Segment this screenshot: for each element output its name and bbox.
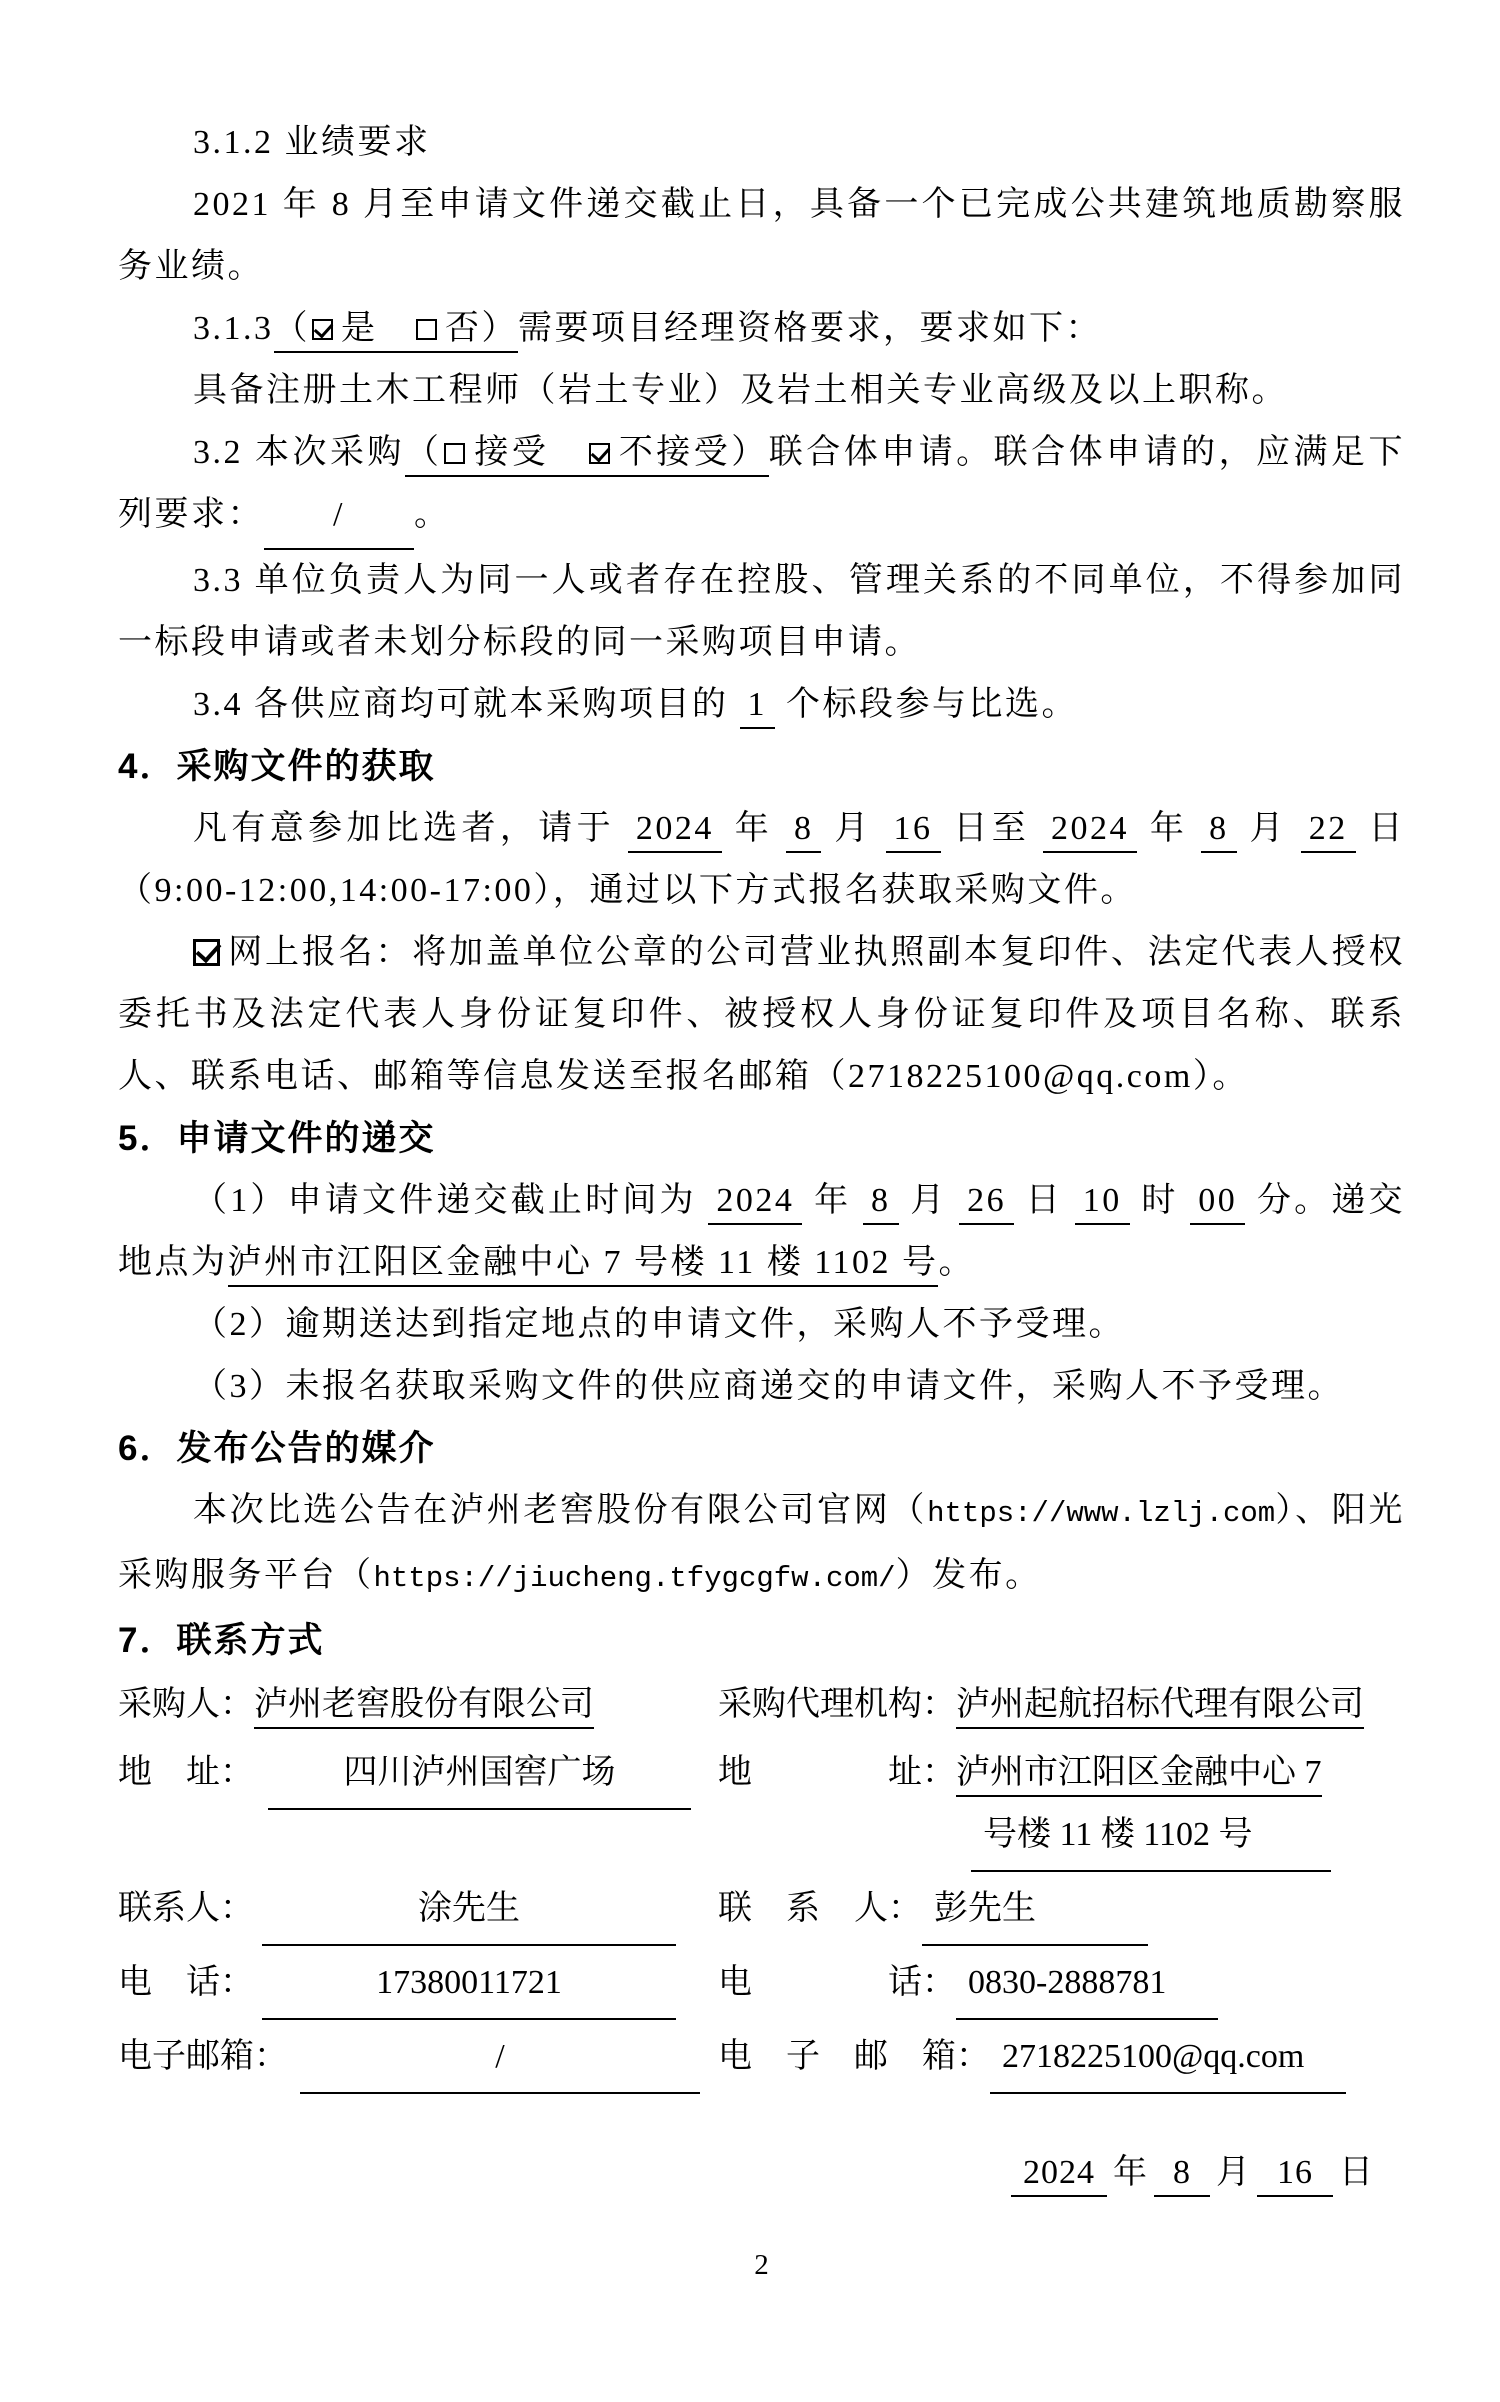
clause-33	[118, 550, 1405, 674]
text-run: （	[404, 434, 443, 471]
issue-date-day: 16	[1257, 2154, 1333, 2197]
agency-address-line1	[718, 1742, 1405, 1804]
agency-value: 泸州起航招标代理有限公司	[956, 1686, 1364, 1729]
clause-312-body	[118, 174, 1405, 298]
buyer-email-value: /	[300, 2026, 700, 2094]
text-run: 年	[721, 810, 786, 847]
contact-row-address	[118, 1742, 1405, 1872]
buyer-value: 泸州老窖股份有限公司	[254, 1686, 594, 1729]
contact-row-person	[118, 1878, 1405, 1946]
text-run: 4．采购文件的获取	[118, 747, 436, 786]
agency-phone-cell	[718, 1952, 1405, 2020]
end-day-value: 22	[1301, 810, 1356, 853]
text-run: /	[333, 496, 345, 533]
text-run: 7．联系方式	[118, 1621, 325, 1660]
reject-option-label: 不接受）	[617, 434, 769, 471]
buyer-cell	[118, 1674, 718, 1736]
deadline-day-value: 26	[959, 1182, 1014, 1225]
clause-313-requirement	[118, 360, 1405, 422]
text-run: 3.1.3	[193, 310, 274, 347]
online-signup-label: 网上报名：	[228, 934, 413, 971]
text-run: 日至	[940, 810, 1043, 847]
text-run: 将加盖单位公章的公司营业执照副本复印件、法定代表人授权委托书及法定代表人身份证复印件、被授权人身份证复印件及项目名称、联系人、联系电话、邮箱等信息发送至报名邮箱（2718225100@qq.com）。	[118, 934, 1405, 1095]
agency-address-cell	[718, 1742, 1405, 1872]
text-run: 3.2 本次采购	[193, 434, 405, 471]
agency-label: 采购代理机构：	[718, 1686, 956, 1723]
checkbox-checked-icon	[312, 319, 333, 340]
buyer-contact-value: 涂先生	[262, 1878, 676, 1946]
agency-address-value-line1: 泸州市江阳区金融中心 7	[956, 1754, 1322, 1797]
buyer-phone-cell	[118, 1952, 718, 2020]
text-run: 2021 年 8 月至申请文件递交截止日，具备一个已完成公共建筑地质勘察服务业绩。	[118, 186, 1405, 285]
agency-contact-cell	[718, 1878, 1405, 1946]
section-7-heading	[118, 1610, 1405, 1672]
deadline-month-value: 8	[863, 1182, 899, 1225]
contact-block	[118, 1674, 1405, 2094]
accept-option-label: 接受	[473, 434, 550, 471]
checkbox-checked-icon	[589, 443, 610, 464]
text-run: 年	[1137, 810, 1202, 847]
start-month-value: 8	[786, 810, 822, 853]
para-announcement-media	[118, 1480, 1405, 1610]
text-run: 3.3 单位负责人为同一人或者存在控股、管理关系的不同单位，不得参加同一标段申请或者未划分标段的同一采购项目申请。	[118, 562, 1405, 661]
section-4-heading	[118, 736, 1405, 798]
text-run: 6．发布公告的媒介	[118, 1429, 436, 1468]
procurement-platform-url: https://jiucheng.tfygcgfw.com/	[373, 1562, 896, 1595]
end-year-value: 2024	[1043, 810, 1137, 853]
agency-address-value-line2: 号楼 11 楼 1102 号	[971, 1804, 1331, 1872]
text-run: ）、阳光采购服务平台（	[118, 1492, 1406, 1594]
buyer-address-value: 四川泸州国窖广场	[268, 1742, 691, 1810]
text-run	[378, 310, 415, 347]
checkbox-unchecked-icon	[416, 319, 437, 340]
contact-row-email	[118, 2026, 1405, 2094]
no-option-label: 否）	[445, 310, 518, 347]
buyer-contact-label: 联系人：	[118, 1890, 254, 1927]
text-run: 年	[802, 1182, 863, 1219]
text-run: 分。递交地点为	[118, 1182, 1406, 1281]
agency-email-value: 2718225100@qq.com	[990, 2026, 1346, 2094]
month-unit-label: 月	[1216, 2154, 1251, 2191]
section-5-heading	[118, 1108, 1405, 1170]
text-run: 月	[1236, 810, 1301, 847]
text-run: 。	[414, 496, 451, 533]
text-run: 时	[1129, 1182, 1191, 1219]
text-run: 月	[821, 810, 886, 847]
agency-email-label: 电 子 邮 箱：	[718, 2038, 990, 2075]
text-run: 个标段参与比选。	[775, 686, 1078, 723]
text-run	[549, 434, 586, 471]
deadline-year-value: 2024	[708, 1182, 802, 1225]
text-run: 具备注册土木工程师（岩土专业）及岩土相关专业高级及以上职称。	[193, 372, 1288, 409]
checkbox-checked-icon	[193, 939, 220, 966]
agency-contact-value: 彭先生	[922, 1878, 1148, 1946]
para-unregistered-supplier	[118, 1356, 1405, 1418]
text-run: （3）未报名获取采购文件的供应商递交的申请文件，采购人不予受理。	[193, 1368, 1344, 1405]
text-run: 凡有意参加比选者，请于	[193, 810, 628, 847]
para-submit-deadline	[118, 1170, 1405, 1294]
text-run: ）发布。	[895, 1557, 1042, 1594]
issue-date-month: 8	[1154, 2154, 1210, 2197]
text-run: 3.1.2 业绩要求	[193, 124, 431, 161]
agency-contact-label: 联 系 人：	[718, 1890, 922, 1927]
clause-313	[118, 298, 1405, 360]
clause-32	[118, 422, 1405, 550]
para-obtain-period	[118, 798, 1405, 922]
submit-address-value: 泸州市江阳区金融中心 7 号楼 11 楼 1102 号	[228, 1244, 939, 1287]
buyer-contact-cell	[118, 1878, 718, 1946]
deadline-minute-value: 00	[1190, 1182, 1245, 1225]
text-run: 月	[898, 1182, 960, 1219]
text-run: 日（9:00-12:00,14:00-17:00），通过以下方式报名获取采购文件。	[118, 810, 1406, 909]
deadline-hour-value: 10	[1075, 1182, 1130, 1225]
issue-date-line	[118, 2142, 1405, 2204]
para-online-signup	[118, 922, 1405, 1108]
company-website-url: https://www.lzlj.com	[927, 1497, 1276, 1530]
buyer-label: 采购人：	[118, 1686, 254, 1723]
agency-cell	[718, 1674, 1405, 1736]
agency-email-cell	[718, 2026, 1405, 2094]
section-6-heading	[118, 1418, 1405, 1480]
text-run: 3.4 各供应商均可就本采购项目的	[193, 686, 740, 723]
start-year-value: 2024	[628, 810, 722, 853]
contact-row-org	[118, 1674, 1405, 1736]
buyer-address-label: 地 址：	[118, 1754, 254, 1791]
para-late-delivery	[118, 1294, 1405, 1356]
lot-count-value: 1	[740, 686, 776, 729]
text-run: 需要项目经理资格要求，要求如下：	[518, 310, 1102, 347]
start-day-value: 16	[886, 810, 941, 853]
clause-34	[118, 674, 1405, 736]
text-run: 日	[1014, 1182, 1075, 1219]
checkbox-unchecked-icon	[444, 443, 465, 464]
text-run: （2）逾期送达到指定地点的申请文件，采购人不予受理。	[193, 1306, 1125, 1343]
text-run: 联合体申请。联合体申请的，应满足下列要求：	[118, 434, 1406, 533]
text-run: 。	[938, 1244, 975, 1281]
text-run: 5．申请文件的递交	[118, 1119, 436, 1158]
text-run: 本次比选公告在泸州老窖股份有限公司官网（	[193, 1492, 928, 1529]
buyer-phone-value: 17380011721	[262, 1952, 676, 2020]
contact-row-phone	[118, 1952, 1405, 2020]
issue-date-year: 2024	[1011, 2154, 1107, 2197]
text-run: （1）申请文件递交截止时间为	[193, 1182, 709, 1219]
buyer-email-cell	[118, 2026, 718, 2094]
agency-phone-value: 0830-2888781	[956, 1952, 1218, 2020]
buyer-address-cell	[118, 1742, 718, 1872]
yes-option-label: 是	[341, 310, 378, 347]
agency-phone-label: 电 话：	[718, 1964, 956, 2001]
blank-fill-line	[264, 484, 414, 550]
buyer-email-label: 电子邮箱：	[118, 2038, 288, 2075]
clause-312-title	[118, 112, 1405, 174]
agency-address-line2	[971, 1804, 1405, 1872]
text-run: （	[273, 310, 310, 347]
agency-address-label: 地 址：	[718, 1754, 956, 1791]
yes-no-choice	[274, 310, 519, 353]
end-month-value: 8	[1201, 810, 1237, 853]
accept-reject-choice	[405, 434, 769, 477]
page-number: 2	[754, 2249, 769, 2281]
day-unit-label: 日	[1339, 2154, 1374, 2191]
year-unit-label: 年	[1113, 2154, 1148, 2191]
buyer-phone-label: 电 话：	[118, 1964, 254, 2001]
